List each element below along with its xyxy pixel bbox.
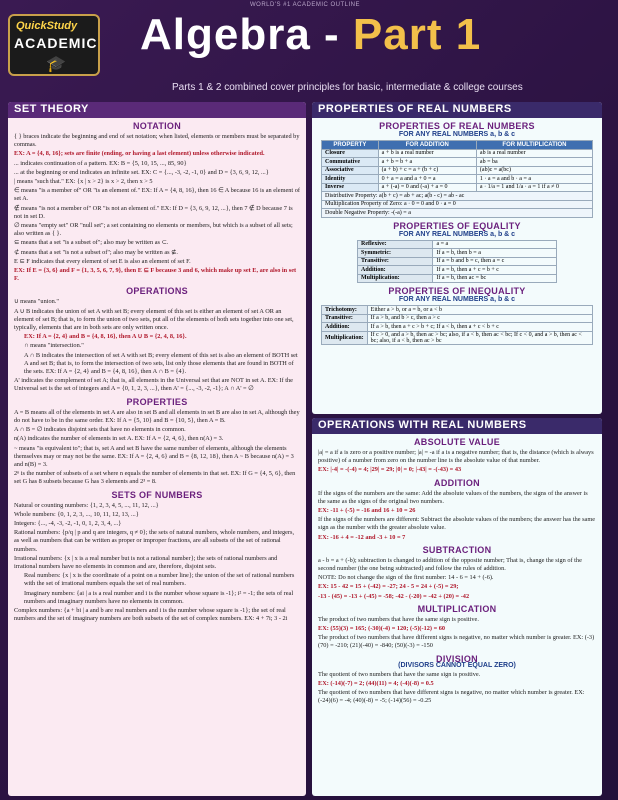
div-line: EX: (-14)(-7) = 2; (44)(11) = 4; (-4)(-8) = 0.5 bbox=[318, 679, 434, 687]
table-cell: Reflexive: bbox=[358, 240, 433, 249]
table-cell: If c > 0, and a > b, then ac > bc; also, if a < b, then ac < bc; If c < 0, and a > b, then ac < bc; also, if a < b, then ac > bc bbox=[367, 331, 592, 344]
notation-line: ∅ means "empty set" OR "null set"; a set containing no elements or members, but which is a subset of all sets; also written as { }. bbox=[14, 222, 293, 238]
properties-line: ~ means "is equivalent to"; that is, set A and set B have the same number of elements, although the elements themselves may or may not be the same. EX: If A = {2, 4, 6} and B = {8, 12, 18}, then A ~ B because n(A) = 3 and n(B) = 3. bbox=[14, 444, 294, 468]
table-cell: a + b is a real number bbox=[378, 149, 476, 158]
table-row bbox=[322, 175, 593, 184]
table-cell: ab is a real number bbox=[476, 149, 592, 158]
table-cell: Associative bbox=[322, 166, 379, 175]
logo-academic: ACADEMIC bbox=[14, 35, 98, 51]
table-cell: If a = b, then ac = bc bbox=[433, 274, 557, 283]
table-cell: If a > b, and b > c, then a > c bbox=[367, 314, 592, 323]
operations-line: A ∩ B indicates the intersection of set A with set B; every element of this set is also an element of BOTH set A and set B; that is, to form the intersection of two sets, list only those elements that are found in BOTH of the sets. EX: If A = {2, 4} and B = {4, 8, 16}, then A ∩ B = {4}. bbox=[24, 351, 298, 376]
table-cell: a + (-a) = 0 and (-a) + a = 0 bbox=[378, 183, 476, 192]
sets-text bbox=[8, 502, 306, 624]
table-cell: (ab)c = a(bc) bbox=[476, 166, 592, 175]
table-row bbox=[322, 166, 593, 175]
notation-line: ⊆ means that a set "is a subset of"; also may be written as ⊂. bbox=[14, 239, 169, 247]
table-cell: (a + b) + c = a + (b + c) bbox=[378, 166, 476, 175]
sets-line: Real numbers: {x | x is the coordinate of a point on a number line}; the union of the set of rational numbers with the set of irrational numbers equals the set of real numbers. bbox=[24, 572, 295, 588]
operations-line: A ∪ B indicates the union of set A with set B; every element of this set is either an element of set A OR an element of set B; that is, to form the union of two sets, put all of the elements of both sets together into one set, typically, elements that are in both sets are only written once. bbox=[14, 307, 294, 332]
sets-line: Integers: {..., -4, -3, -2, -1, 0, 1, 2, 3, 4, ...} bbox=[14, 519, 122, 527]
page-title bbox=[140, 10, 481, 60]
operations-line: EX: If A = {2, 4} and B = {4, 8, 16}, then A ∪ B = {2, 4, 8, 16}. bbox=[24, 333, 187, 341]
sub-line: a - b = a + (-b); subtraction is changed to addition of the opposite number; That is, change the sign of the second number (the one being subtracted) and follow the rules of addition. bbox=[318, 556, 582, 573]
quickstudy-logo bbox=[8, 14, 100, 76]
table-cell: Transitive: bbox=[322, 314, 368, 323]
table-cell: a · 1/a = 1 and 1/a · a = 1 if a ≠ 0 bbox=[476, 183, 592, 192]
add-text bbox=[312, 490, 602, 542]
add-line: EX: -11 + (-5) = -16 and 16 + 10 = 26 bbox=[318, 507, 416, 515]
inequality-table bbox=[321, 305, 593, 345]
notation-text bbox=[8, 133, 306, 283]
properties-line: n(A) indicates the number of elements in set A. EX: If A = {2, 4, 6}, then n(A) = 3. bbox=[14, 435, 224, 443]
table-cell: If a > b, then a + c > b + c; If a < b, then a + c < b + c bbox=[367, 323, 592, 332]
sets-line: Natural or counting numbers: {1, 2, 3, 4, 5, ..., 11, 12, ...} bbox=[14, 501, 159, 509]
table-row bbox=[358, 240, 557, 249]
table-row bbox=[322, 209, 593, 218]
properties-heading: PROPERTIES bbox=[126, 396, 188, 407]
sets-line: Imaginary numbers: {ai | a is a real number and i is the number whose square is -1}; i² = -1; the sets of real numbers and imaginary numbers have no elements in common. bbox=[24, 589, 294, 605]
notation-line: E ⊆ F indicates that every element of set E is also an element of set F. bbox=[14, 257, 191, 265]
table-cell: Identity bbox=[322, 175, 379, 184]
properties-line: 2ⁿ is the number of subsets of a set where n equals the number of elements in that set. EX: If G = {4, 5, 6}, then set G has 8 subsets because G has 3 elements and 2³ = 8. bbox=[14, 470, 296, 486]
table-row bbox=[358, 257, 557, 266]
notation-line: ∈ means "is a member of" OR "is an element of." EX: If A = {4, 8, 16}, then 16 ∈ A because 16 is an element of set A. bbox=[14, 187, 300, 203]
table-header-cell: PROPERTY bbox=[322, 141, 379, 150]
table-cell: Transitive: bbox=[358, 257, 433, 266]
notation-line: ... indicates continuation of a pattern. EX: B = {5, 10, 15, ..., 85, 90} bbox=[14, 159, 187, 167]
set-theory-panel bbox=[8, 102, 306, 796]
props-sub1: PROPERTIES OF REAL NUMBERS bbox=[379, 121, 535, 131]
table-header-row bbox=[322, 141, 593, 150]
operations-real-heading: OPERATIONS WITH REAL NUMBERS bbox=[312, 418, 602, 434]
operations-line: ∪ means "union." bbox=[14, 298, 59, 306]
table-row bbox=[322, 331, 593, 344]
top-note: WORLD'S #1 ACADEMIC OUTLINE bbox=[250, 2, 360, 8]
table-cell: Multiplication: bbox=[358, 274, 433, 283]
table-row bbox=[322, 183, 593, 192]
add-line: EX: -16 + 4 = -12 and -3 + 10 = 7 bbox=[318, 533, 406, 541]
mul-line: EX: (55)(3) = 165; (-30)(-4) = 120; (-5)(-12) = 60 bbox=[318, 625, 446, 633]
table-cell: a + b = b + a bbox=[378, 158, 476, 167]
table-header-cell: FOR MULTIPLICATION bbox=[476, 141, 592, 150]
notation-line: ... at the beginning or end indicates an infinite set. EX: C = {..., -3, -2, -1, 0} and D = {3, 6, 9, 12, ...} bbox=[14, 168, 269, 176]
graduation-cap-icon: 🎓 bbox=[46, 54, 66, 73]
table-row bbox=[358, 249, 557, 258]
table-row bbox=[322, 192, 593, 201]
operations-heading: OPERATIONS bbox=[126, 286, 188, 297]
sub-heading: SUBTRACTION bbox=[422, 544, 492, 555]
abs-text bbox=[312, 449, 602, 475]
title-part: Part 1 bbox=[352, 10, 482, 59]
div-text bbox=[312, 671, 602, 706]
add-line: If the signs of the numbers are different: Subtract the absolute values of the numbers; the answer has the same sign as the number with the greater absolute value. bbox=[318, 516, 596, 532]
table-cell: 1 · a = a and b · a = a bbox=[476, 175, 592, 184]
abs-heading: ABSOLUTE VALUE bbox=[413, 437, 501, 447]
equality-table bbox=[357, 240, 557, 284]
table-row bbox=[322, 200, 593, 209]
table-row bbox=[322, 149, 593, 158]
props-sub2b: FOR ANY REAL NUMBERS a, b & c bbox=[398, 230, 516, 238]
table-row bbox=[358, 274, 557, 283]
abs-line: |a| = a if a is zero or a positive number; |a| = -a if a is a negative number; that is, the distance (which is always positive) of a number from zero on the number line is the absolute value of that number. bbox=[318, 449, 594, 465]
table-row bbox=[322, 158, 593, 167]
table-cell: Closure bbox=[322, 149, 379, 158]
properties-line: A ∩ B = ∅ indicates disjoint sets that have no elements in common. bbox=[14, 426, 186, 434]
page-subtitle: Parts 1 & 2 combined cover principles for basic, intermediate & college courses bbox=[172, 82, 523, 93]
table-row bbox=[358, 266, 557, 275]
notation-line: EX: A = {4, 8, 16}; sets are finite (ending, or having a last element) unless otherwise indicated. bbox=[14, 150, 265, 158]
table-row bbox=[322, 306, 593, 315]
mul-line: The product of two numbers that have the same sign is positive. bbox=[318, 615, 479, 623]
properties-real-panel bbox=[312, 102, 602, 414]
div-line: The quotient of two numbers that have the same sign is positive. bbox=[318, 670, 481, 678]
properties-text bbox=[8, 409, 306, 487]
notation-heading: NOTATION bbox=[132, 121, 182, 131]
table-cell: Addition: bbox=[358, 266, 433, 275]
table-cell: Inverse bbox=[322, 183, 379, 192]
props-sub1b: FOR ANY REAL NUMBERS a, b & c bbox=[398, 131, 516, 138]
table-cell: Either a > b, or a = b, or a < b bbox=[367, 306, 592, 315]
sets-line: Rational numbers: {p/q | p and q are integers, q ≠ 0}; the sets of natural numbers, whole numbers, and integers, as well as numbers that can be written as proper or improper fractions, are all subsets of the set of rational numbers. bbox=[14, 529, 295, 553]
table-span-cell: Double Negative Property: -(-a) = a bbox=[322, 209, 593, 218]
table-row bbox=[322, 323, 593, 332]
table-row bbox=[322, 314, 593, 323]
props-sub3b: FOR ANY REAL NUMBERS a, b & c bbox=[398, 296, 516, 303]
title-main: Algebra - bbox=[140, 10, 353, 59]
sub-line: EX: 15 - 42 = 15 + (-42) = -27; 24 - 5 = 24 + (-5) = 29; bbox=[318, 583, 459, 591]
mul-text bbox=[312, 616, 602, 651]
properties-line: A = B means all of the elements in set A are also in set B and all elements in set B are also in set A, although they do not have to be in the same order. EX: If A = {5, 10} and B = {10, 5}, then A = B. bbox=[14, 408, 300, 424]
properties-real-heading: PROPERTIES OF REAL NUMBERS bbox=[312, 102, 602, 118]
table-cell: If a = b, then a + c = b + c bbox=[433, 266, 557, 275]
notation-line: ⊄ means that a set "is not a subset of"; also may be written as ⊈. bbox=[14, 248, 178, 256]
sets-line: Irrational numbers: {x | x is a real number but is not a rational number}; the sets of rational numbers and irrational numbers have no elements in common and are, therefore, disjoint sets. bbox=[14, 554, 278, 570]
div-subheading: (DIVISORS CANNOT EQUAL ZERO) bbox=[398, 661, 516, 669]
table-span-cell: Distributive Property: a(b + c) = ab + ac; a(b - c) = ab - ac bbox=[322, 192, 593, 201]
operations-text bbox=[8, 298, 306, 393]
div-line: The quotient of two numbers that have different signs is negative, no matter which number is greater. EX: (-24)(6) = -4; (40)(-8) = -5; (-14)(56) = -0.25 bbox=[318, 689, 585, 705]
props-sub3: PROPERTIES OF INEQUALITY bbox=[388, 286, 526, 296]
header bbox=[0, 0, 618, 100]
set-theory-heading: SET THEORY bbox=[8, 102, 306, 118]
operations-line: ∩ means "intersection." bbox=[24, 342, 84, 350]
table-cell: Addition: bbox=[322, 323, 368, 332]
table-cell: ab = ba bbox=[476, 158, 592, 167]
sub-text bbox=[312, 557, 602, 601]
table-cell: Symmetric: bbox=[358, 249, 433, 258]
table-cell: Multiplication: bbox=[322, 331, 368, 344]
mul-heading: MULTIPLICATION bbox=[417, 603, 497, 614]
notation-line: { } braces indicate the beginning and end of set notation; when listed, elements or members must be separated by commas. bbox=[14, 133, 300, 149]
add-line: If the signs of the numbers are the same: Add the absolute values of the numbers, the signs of the answer is the same as the signs of the original two numbers. bbox=[318, 489, 588, 505]
abs-line: EX: |-4| = -(-4) = 4; |29| = 29; |0| = 0; |-43| = -(-43) = 43 bbox=[318, 466, 462, 474]
notation-line: ∉ means "is not a member of" OR "is not an element of." EX: If D = {3, 6, 9, 12, ...}, then 7 ∉ D because 7 is not in set D. bbox=[14, 204, 293, 220]
notation-line: | means "such that." EX: {x | x > 2} is x > 2, then x > 5 bbox=[14, 178, 153, 186]
notation-line: EX: If E = {3, 6} and F = {1, 3, 5, 6, 7, 9}, then E ⊆ F because 3 and 6, which make up set E, are also in set F. bbox=[14, 267, 297, 283]
table-cell: Commutative bbox=[322, 158, 379, 167]
sets-heading: SETS OF NUMBERS bbox=[111, 489, 203, 500]
sub-line: -13 - (45) = -13 + (-45) = -58; -42 - (-20) = -42 + (20) = -42 bbox=[318, 592, 470, 600]
table-cell: 0 + a = a and a + 0 = a bbox=[378, 175, 476, 184]
table-cell: a = a bbox=[433, 240, 557, 249]
sets-line: Complex numbers: {a + bi | a and b are real numbers and i is the number whose square is -1}; the set of real numbers and the set of imaginary numbers are both subsets of the set of complex numbers. EX: 4 + 7i; 3 - 2i bbox=[14, 606, 288, 623]
mul-line: The product of two numbers that have different signs is negative, no matter which number is greater. EX: (-3)(70) = -210; (21)(-40) = -840; (50)(-3) = -150 bbox=[318, 634, 595, 650]
sets-line: Whole numbers: {0, 1, 2, 3, ..., 10, 11, 12, 13, ...} bbox=[14, 510, 139, 518]
table-cell: If a = b and b = c, then a = c bbox=[433, 257, 557, 266]
sub-line: NOTE: Do not change the sign of the first number: 14 - 6 = 14 + (-6). bbox=[318, 574, 494, 582]
logo-quickstudy: QuickStudy bbox=[16, 20, 78, 32]
operations-line: A' indicates the complement of set A; that is, all elements in the Universal set that are NOT in set A. EX: If the Universal set is the set of integers and A = {0, 1, 2, 3, ...}, then A' = {..., -3, -2, -1}; A ∩ A' = ∅ bbox=[14, 377, 293, 393]
div-heading: DIVISION bbox=[436, 653, 478, 664]
real-properties-table bbox=[321, 140, 593, 218]
props-sub2: PROPERTIES OF EQUALITY bbox=[393, 220, 521, 231]
table-span-cell: Multiplication Property of Zero: a · 0 = 0 and 0 · a = 0 bbox=[322, 200, 593, 209]
operations-real-panel bbox=[312, 418, 602, 796]
table-cell: Trichotomy: bbox=[322, 306, 368, 315]
table-cell: If a = b, then b = a bbox=[433, 249, 557, 258]
table-header-cell: FOR ADDITION bbox=[378, 141, 476, 150]
add-heading: ADDITION bbox=[434, 477, 480, 488]
